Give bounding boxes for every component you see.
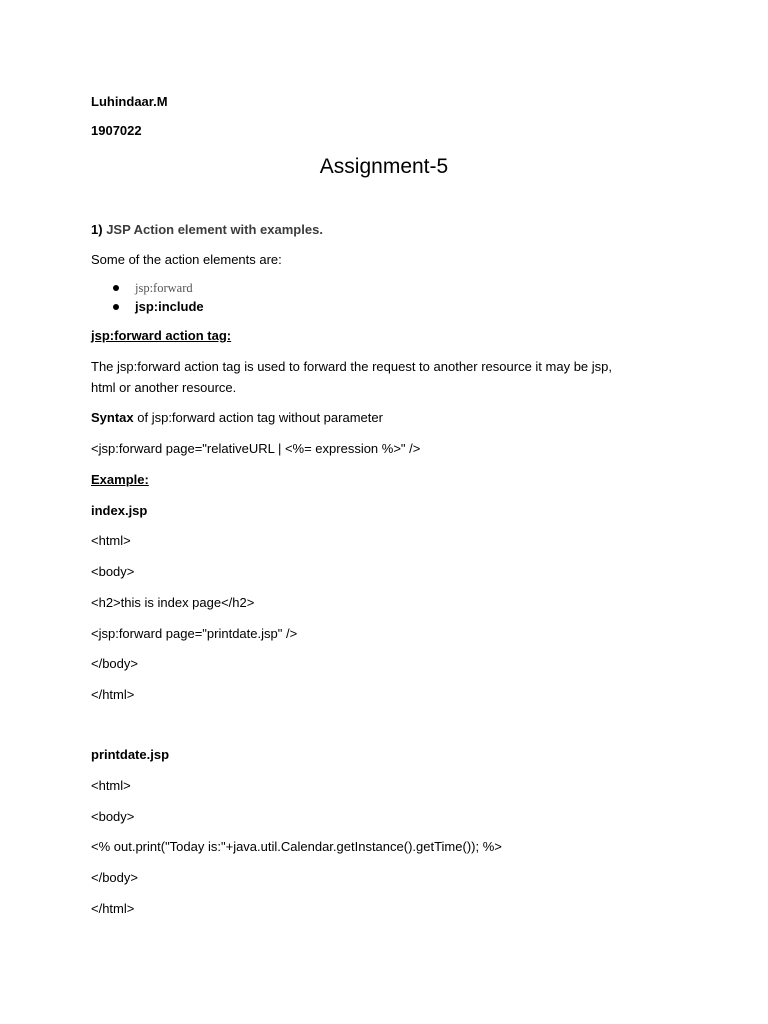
code-line: <% out.print("Today is:"+java.util.Calendar.getInstance().getTime()); %> (91, 839, 502, 854)
file1-name: index.jsp (91, 503, 148, 518)
bullet-item-forward: jsp:forward (135, 281, 193, 295)
syntax-line (91, 410, 383, 426)
description-line-2: html or another resource. (91, 380, 237, 395)
intro-text: Some of the action elements are: (91, 252, 282, 267)
code-line: <html> (91, 533, 131, 548)
code-line: </body> (91, 656, 138, 671)
description-line-1: The jsp:forward action tag is used to forward the request to another resource it may be jsp, (91, 359, 612, 374)
question-number: 1) (91, 222, 103, 237)
code-line: <body> (91, 809, 135, 824)
code-line: <h2>this is index page</h2> (91, 595, 255, 610)
code-line: <jsp:forward page="printdate.jsp" /> (91, 626, 298, 641)
page-title: Assignment-5 (319, 155, 449, 178)
file2-name: printdate.jsp (91, 747, 170, 762)
syntax-text: of jsp:forward action tag without parameter (133, 410, 383, 425)
example-heading: Example: (91, 472, 149, 487)
question-heading (91, 222, 323, 238)
code-line: </html> (91, 687, 135, 702)
question-text: JSP Action element with examples. (106, 222, 323, 237)
bullet-icon (113, 285, 119, 291)
code-line: <body> (91, 564, 135, 579)
bullet-item-include: jsp:include (135, 299, 204, 314)
bullet-icon (113, 304, 119, 310)
syntax-label: Syntax (91, 410, 134, 425)
roll-number: 1907022 (91, 123, 142, 138)
code-line: <html> (91, 778, 131, 793)
section-heading: jsp:forward action tag: (91, 328, 232, 343)
author-name: Luhindaar.M (91, 94, 168, 109)
code-line: </html> (91, 901, 135, 916)
code-line: </body> (91, 870, 138, 885)
syntax-code: <jsp:forward page="relativeURL | <%= expression %>" /> (91, 441, 421, 456)
